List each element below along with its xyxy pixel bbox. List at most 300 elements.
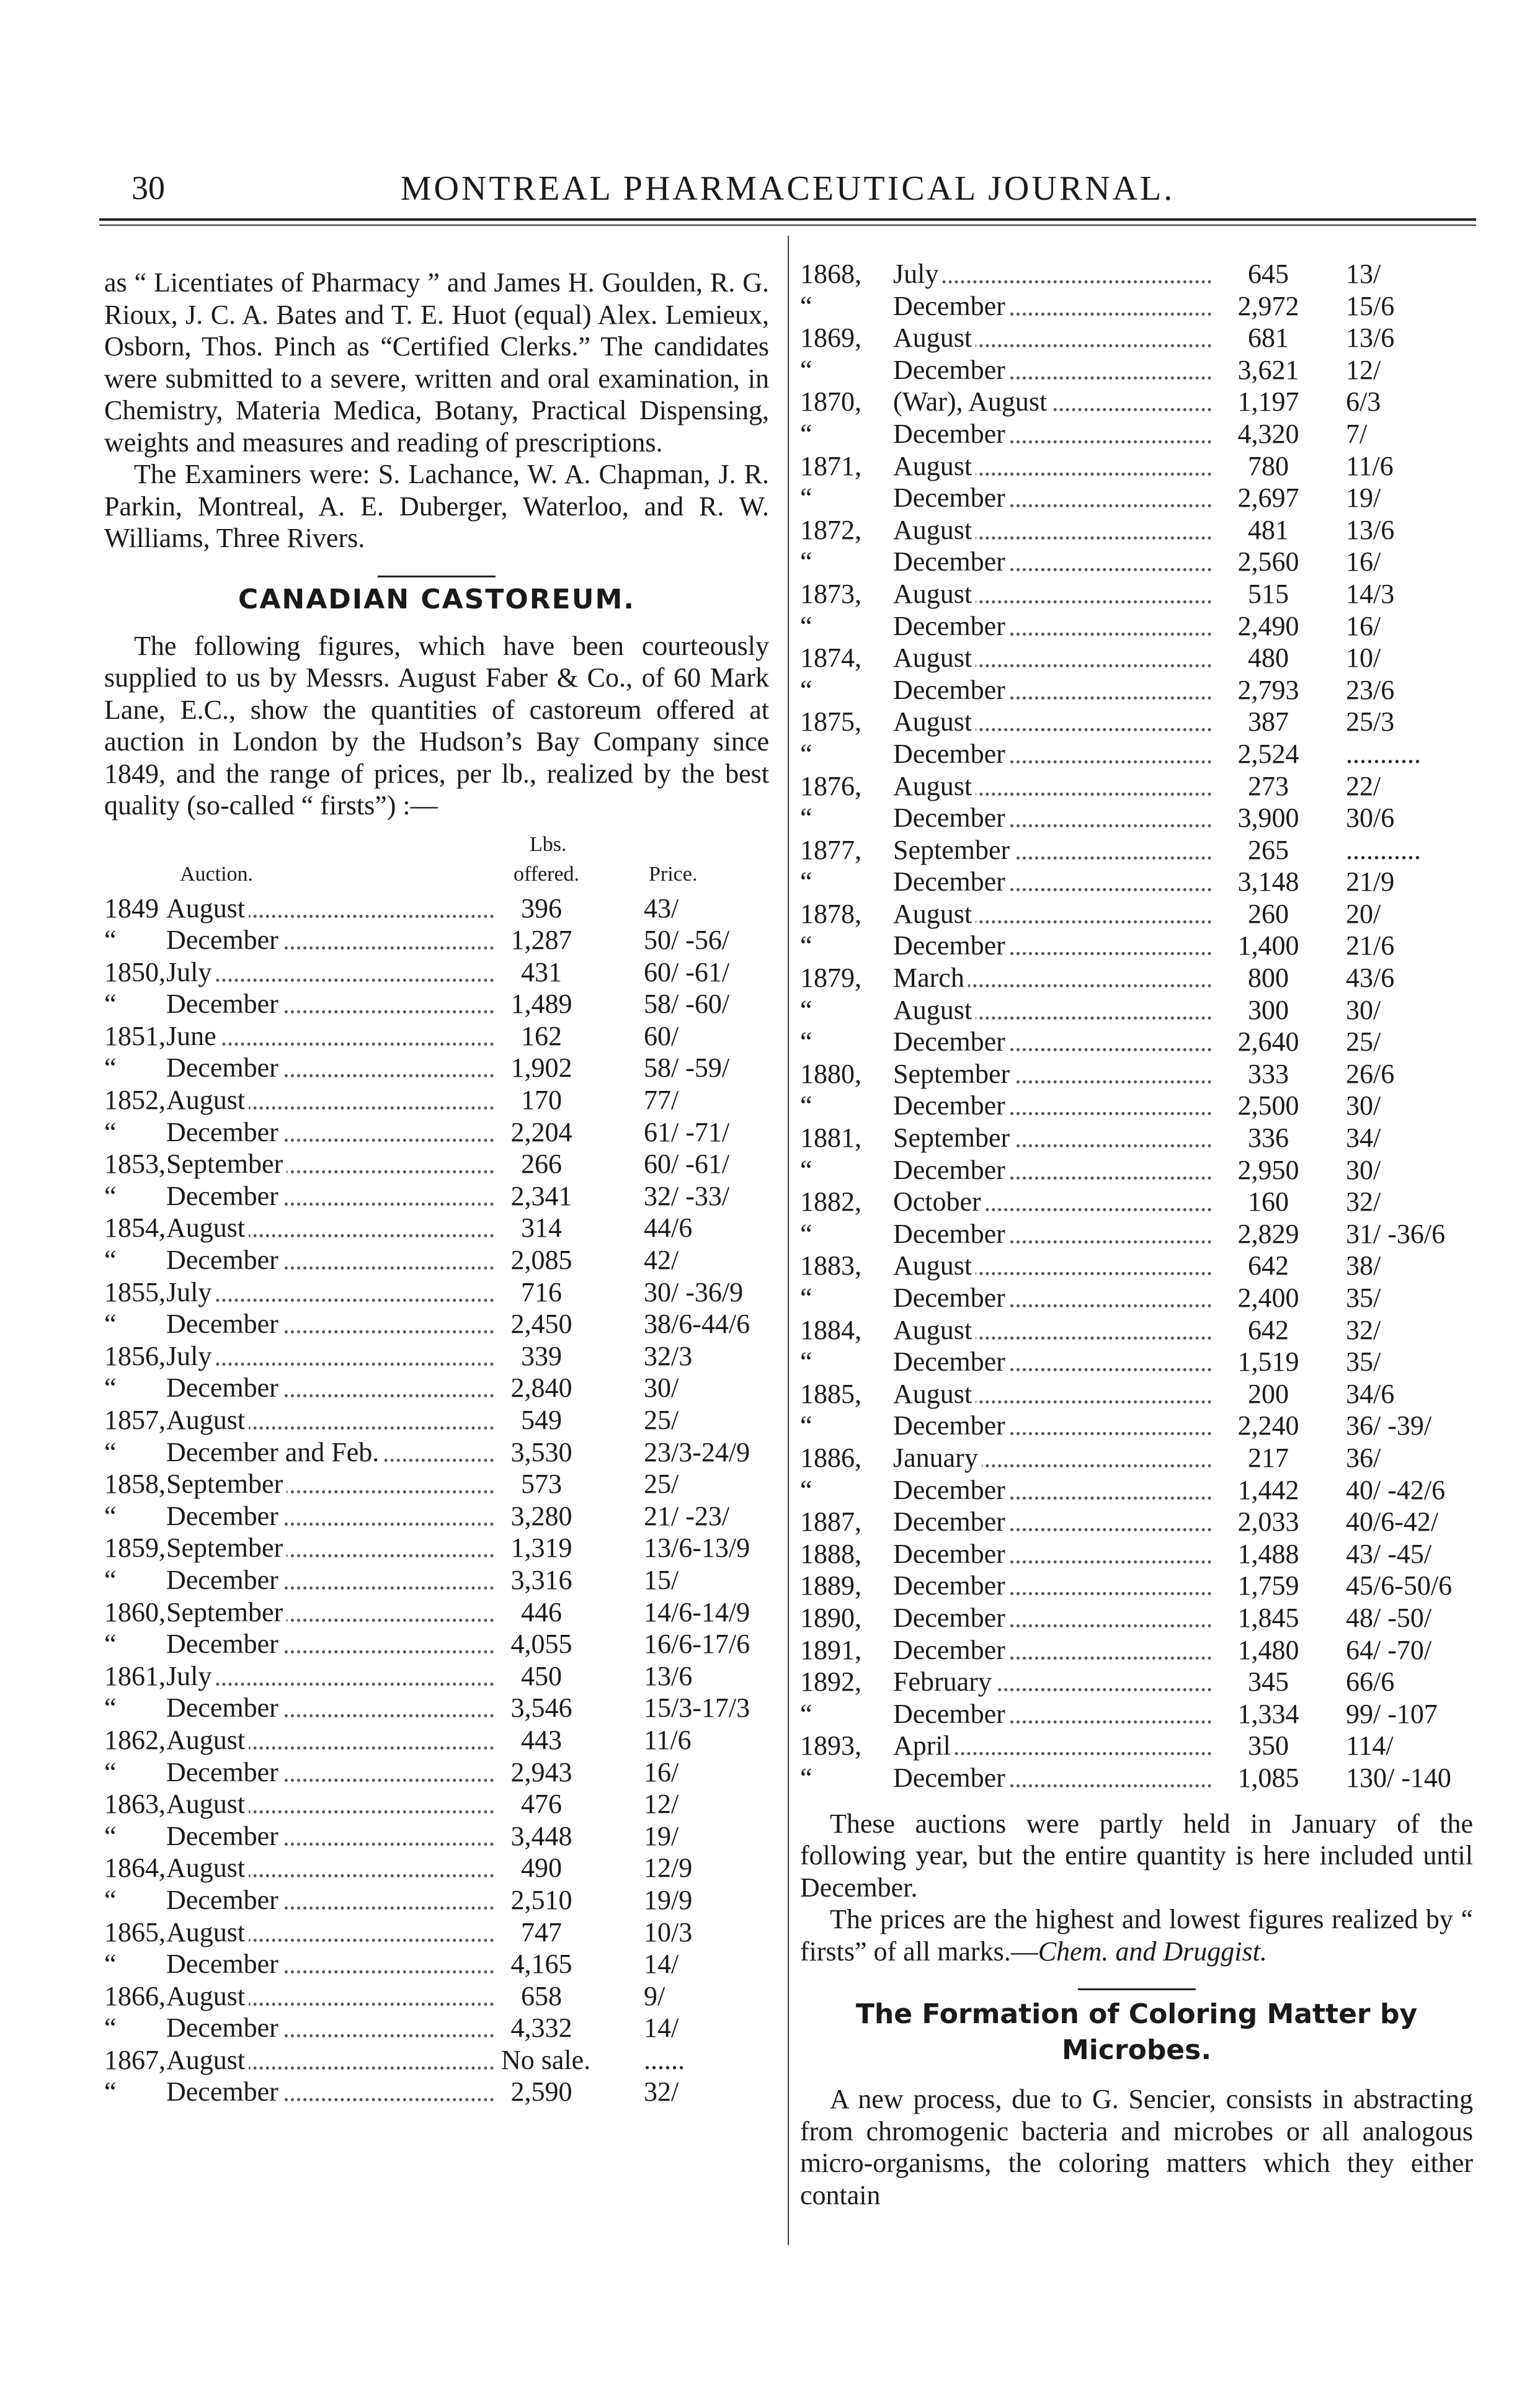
row-lbs-offered: 2,510: [510, 1884, 572, 1915]
row-auction-label-text: September: [166, 1149, 287, 1179]
table-row: [800, 1378, 1473, 1410]
row-price: 30/: [1346, 994, 1381, 1025]
table-row: [800, 578, 1473, 610]
row-auction-label: [166, 1436, 501, 1469]
row-lbs-offered: 265: [1248, 834, 1289, 865]
row-price: 60/ -61/: [644, 956, 730, 987]
row-auction-label-text: August: [166, 1212, 249, 1243]
table-row: [800, 706, 1473, 738]
table-row: [104, 2044, 769, 2076]
row-lbs-offered: 162: [521, 1020, 562, 1051]
table-row: [800, 642, 1473, 674]
row-auction-label-text: August: [166, 1725, 249, 1755]
row-auction-label: [166, 1660, 501, 1693]
column-divider: [788, 236, 789, 2245]
row-auction-label-text: September: [893, 1123, 1013, 1153]
row-price: 21/6: [1346, 930, 1395, 961]
row-year: 1866,: [104, 1980, 166, 2011]
row-auction-label-text: September: [166, 1597, 287, 1627]
row-lbs-offered: 345: [1248, 1666, 1289, 1697]
table-row: [800, 1346, 1473, 1378]
row-year: 1880,: [800, 1058, 861, 1089]
auction-table-right: [800, 258, 1473, 1794]
row-auction-label: [166, 2076, 501, 2108]
row-year: 1859,: [104, 1533, 166, 1564]
row-year: “: [800, 738, 812, 769]
row-price: 50/ -56/: [644, 925, 730, 956]
row-auction-label: [893, 1154, 1219, 1186]
row-price: 13/6: [644, 1660, 693, 1691]
table-row: [800, 1570, 1473, 1602]
row-lbs-offered: 481: [1248, 514, 1289, 545]
row-price: 40/6-42/: [1346, 1506, 1439, 1537]
row-lbs-offered: 2,085: [510, 1245, 572, 1276]
table-row: [800, 674, 1473, 706]
table-row: [800, 898, 1473, 930]
row-auction-label-text: December: [166, 2076, 282, 2107]
row-year: “: [104, 2013, 117, 2044]
intro-paragraph: as “ Licentiates of Pharmacy ” and James H. Goulden, R. G. Rioux, J. C. A. Bates and T. E. Huot (equal) Alex. Lemieux, Osborn, Thos. Pinch as “Certified Clerks.” The candidates were submitted to a severe, written and oral examination, in Chemistry, Materia Medica, Botany, Practical Dispensing, weights and measures and reading of prescriptions.: [104, 267, 769, 458]
row-price: 42/: [644, 1245, 679, 1276]
row-auction-label-text: August: [893, 706, 976, 737]
table-row: [800, 1474, 1473, 1506]
row-auction-label-text: July: [166, 1277, 215, 1307]
row-auction-label: [166, 924, 501, 956]
row-auction-label: [166, 956, 501, 989]
row-lbs-offered: 2,341: [510, 1180, 572, 1211]
row-auction-label: [166, 1020, 501, 1052]
row-year: “: [800, 1090, 812, 1121]
row-price: 25/: [644, 1405, 679, 1435]
row-lbs-offered: 1,488: [1237, 1538, 1299, 1569]
row-price: 19/9: [644, 1884, 693, 1915]
row-year: “: [104, 1500, 117, 1531]
row-lbs-offered: 3,280: [510, 1500, 572, 1531]
row-lbs-offered: 2,500: [1237, 1090, 1299, 1121]
row-auction-label-text: December: [166, 1117, 282, 1147]
row-lbs-offered: 1,759: [1237, 1570, 1299, 1601]
row-auction-label-text: August: [166, 2045, 249, 2075]
row-auction-label: [166, 2044, 501, 2076]
row-lbs-offered: 4,332: [510, 2013, 572, 2044]
row-lbs-offered: 2,829: [1237, 1218, 1299, 1249]
row-price: 15/6: [1346, 290, 1395, 321]
row-lbs-offered: 2,204: [510, 1116, 572, 1147]
right-column: [800, 258, 1473, 2211]
row-year: “: [800, 546, 812, 577]
table-row: [800, 450, 1473, 483]
row-auction-label-text: August: [166, 1405, 249, 1435]
row-price: 30/: [644, 1373, 679, 1404]
row-lbs-offered: 747: [521, 1916, 562, 1947]
row-auction-label: [166, 1212, 501, 1244]
row-price: 13/6-13/9: [644, 1533, 750, 1564]
row-lbs-offered: 443: [521, 1724, 562, 1755]
row-auction-label: [893, 322, 1219, 354]
row-auction-label-text: December: [166, 1501, 282, 1531]
row-year: 1850,: [104, 956, 166, 987]
row-price: 13/: [1346, 259, 1381, 289]
row-auction-label-text: December: [893, 1539, 1009, 1569]
row-year: “: [104, 1820, 117, 1851]
table-row: [104, 1468, 769, 1500]
row-auction-label: [893, 1698, 1219, 1730]
row-year: 1869,: [800, 323, 861, 354]
row-year: 1861,: [104, 1660, 166, 1691]
row-auction-label: [893, 898, 1219, 930]
row-auction-label: [893, 290, 1219, 323]
row-price: 43/6: [1346, 963, 1395, 994]
row-price: 16/6-17/6: [644, 1629, 750, 1660]
row-lbs-offered: 490: [521, 1853, 562, 1884]
row-auction-label-text: December: [166, 1565, 282, 1595]
row-year: “: [104, 989, 117, 1020]
row-lbs-offered: 549: [521, 1405, 562, 1435]
row-auction-label: [893, 450, 1219, 483]
row-auction-label-text: March: [893, 963, 968, 993]
row-auction-label: [893, 1186, 1219, 1218]
row-auction-label: [166, 1948, 501, 1980]
row-lbs-offered: 1,287: [510, 925, 572, 956]
row-lbs-offered: 1,400: [1237, 930, 1299, 961]
row-year: 1849: [104, 892, 159, 923]
row-auction-label-text: December: [893, 739, 1009, 769]
row-auction-label: [166, 1980, 501, 2013]
castoreum-intro-paragraph: The following figures, which have been courteously supplied to us by Messrs. August Faber & Co., of 60 Mark Lane, E.C., show the quantities of castoreum offered at auction in London by the Hudson’s Bay Company since 1849, and the range of prices, per lb., realized by the best quality (so-called “ firsts”) :—: [104, 630, 769, 821]
row-year: “: [800, 1410, 812, 1441]
row-year: 1873,: [800, 578, 861, 609]
row-auction-label-text: August: [893, 451, 976, 481]
row-lbs-offered: 642: [1248, 1250, 1289, 1281]
row-price: 34/: [1346, 1123, 1381, 1154]
row-year: 1889,: [800, 1570, 861, 1601]
row-price: 19/: [644, 1820, 679, 1851]
row-price: 6/3: [1346, 386, 1381, 417]
row-auction-label-text: August: [893, 1250, 976, 1281]
row-lbs-offered: 2,640: [1237, 1026, 1299, 1057]
table-row: [104, 1436, 769, 1469]
row-auction-label-text: December: [166, 1885, 282, 1915]
table-row: [104, 2076, 769, 2108]
row-lbs-offered: 2,450: [510, 1309, 572, 1340]
table-row: [800, 1730, 1473, 1762]
row-auction-label-text: September: [893, 835, 1013, 865]
row-auction-label: [893, 1218, 1219, 1250]
table-row: [800, 1058, 1473, 1090]
row-auction-label-text: August: [893, 771, 976, 801]
row-price: 11/6: [1346, 450, 1394, 481]
row-auction-label-text: December: [893, 1570, 1009, 1601]
table-row: [104, 1404, 769, 1436]
row-year: 1876,: [800, 770, 861, 801]
row-lbs-offered: 476: [521, 1789, 562, 1820]
row-year: “: [800, 354, 812, 385]
table-row: [104, 1916, 769, 1949]
row-auction-label-text: December: [893, 1155, 1009, 1185]
row-auction-label-text: December: [893, 1090, 1009, 1121]
row-price: ......: [644, 2044, 685, 2075]
row-lbs-offered: 2,400: [1237, 1283, 1299, 1313]
row-lbs-offered: 2,697: [1237, 483, 1299, 514]
row-auction-label: [166, 1148, 501, 1180]
row-auction-label-text: December: [893, 803, 1009, 833]
row-year: “: [800, 1154, 812, 1185]
row-auction-label: [893, 258, 1219, 290]
row-lbs-offered: 160: [1248, 1186, 1289, 1217]
prices-text: The prices are the highest and lowest figures realized by “ firsts” of all marks.—: [800, 1904, 1473, 1967]
row-year: “: [800, 1218, 812, 1249]
row-auction-label: [893, 1730, 1219, 1762]
row-auction-label-text: December: [166, 989, 282, 1019]
table-row: [104, 1308, 769, 1340]
prices-paragraph: [800, 1903, 1473, 1967]
page-number: 30: [131, 169, 165, 207]
row-auction-label: [893, 1378, 1219, 1410]
table-row: [800, 1634, 1473, 1666]
row-year: “: [800, 418, 812, 449]
row-price: 43/ -45/: [1346, 1538, 1432, 1569]
row-price: 36/ -39/: [1346, 1410, 1432, 1441]
row-year: “: [104, 925, 117, 956]
row-auction-label-text: December: [893, 355, 1009, 385]
row-price: 10/3: [644, 1916, 693, 1947]
row-price: 9/: [644, 1980, 665, 2011]
row-year: 1892,: [800, 1666, 861, 1697]
table-row: [800, 1090, 1473, 1122]
row-lbs-offered: 333: [1248, 1058, 1289, 1089]
row-price: 58/ -59/: [644, 1052, 730, 1083]
row-auction-label: [893, 1570, 1219, 1602]
header-rule: [99, 218, 1476, 221]
row-auction-label-text: December: [893, 546, 1009, 577]
row-auction-label-text: December: [893, 1763, 1009, 1793]
row-auction-label: [893, 770, 1219, 803]
row-price: 130/ -140: [1346, 1762, 1451, 1793]
row-year: “: [800, 994, 812, 1025]
row-auction-label-text: August: [166, 1853, 249, 1883]
row-auction-label-text: August: [893, 323, 976, 353]
row-price: 25/3: [1346, 706, 1395, 737]
row-year: “: [800, 1698, 812, 1729]
table-row: [800, 386, 1473, 418]
table-row: [800, 738, 1473, 770]
row-lbs-offered: 446: [521, 1596, 562, 1627]
table-row: [104, 1852, 769, 1884]
row-lbs-offered: 3,148: [1237, 866, 1299, 897]
row-lbs-offered: 716: [521, 1276, 562, 1307]
row-lbs-offered: 645: [1248, 259, 1289, 289]
row-auction-label-text: December and Feb.: [166, 1437, 383, 1467]
examiners-paragraph: The Examiners were: S. Lachance, W. A. Chapman, J. R. Parkin, Montreal, A. E. Duberger, Waterloo, and R. W. Williams, Three Rivers.: [104, 459, 769, 553]
table-row: [800, 1282, 1473, 1314]
row-auction-label-text: December: [166, 1629, 282, 1659]
row-year: 1865,: [104, 1916, 166, 1947]
row-lbs-offered: 658: [521, 1980, 562, 2011]
row-auction-label: [893, 1090, 1219, 1122]
row-lbs-offered: 4,055: [510, 1629, 572, 1660]
row-price: 12/9: [644, 1853, 693, 1884]
row-price: 10/: [1346, 643, 1381, 674]
table-row: [800, 258, 1473, 290]
row-lbs-offered: 4,165: [510, 1949, 572, 1980]
row-year: “: [104, 1693, 117, 1724]
table-row: [800, 866, 1473, 898]
table-row: [104, 924, 769, 956]
row-lbs-offered: 1,442: [1237, 1474, 1299, 1505]
row-lbs-offered: 260: [1248, 898, 1289, 929]
table-row: [104, 1276, 769, 1309]
row-price: 66/6: [1346, 1666, 1395, 1697]
table-row: [800, 962, 1473, 994]
row-lbs-offered: 2,793: [1237, 674, 1299, 705]
row-year: “: [104, 1629, 117, 1660]
row-lbs-offered: 2,560: [1237, 546, 1299, 577]
row-price: 16/: [1346, 546, 1381, 577]
table-row: [800, 322, 1473, 354]
table-row: [800, 514, 1473, 546]
row-year: 1868,: [800, 259, 861, 289]
row-auction-label: [166, 1468, 501, 1500]
row-year: “: [800, 803, 812, 834]
row-auction-label: [166, 1532, 501, 1564]
row-lbs-offered: 336: [1248, 1123, 1289, 1154]
table-row: [104, 1948, 769, 1980]
row-lbs-offered: 1,085: [1237, 1762, 1299, 1793]
row-price: 30/6: [1346, 803, 1395, 834]
table-row: [104, 1884, 769, 1916]
row-lbs-offered: 2,840: [510, 1373, 572, 1404]
row-year: “: [104, 1564, 117, 1595]
row-year: 1864,: [104, 1853, 166, 1884]
section-rule-2: [1078, 1988, 1196, 1990]
row-lbs-offered: 2,590: [510, 2076, 572, 2107]
row-auction-label-text: August: [166, 1917, 249, 1947]
row-lbs-offered: 1,334: [1237, 1698, 1299, 1729]
row-year: 1887,: [800, 1506, 861, 1537]
row-auction-label: [893, 1250, 1219, 1282]
row-auction-label-text: August: [166, 1789, 249, 1819]
row-auction-label-text: December: [893, 1283, 1009, 1313]
row-auction-label: [166, 1820, 501, 1853]
row-price: 14/6-14/9: [644, 1596, 750, 1627]
row-auction-label-text: December: [893, 675, 1009, 705]
row-auction-label: [893, 578, 1219, 610]
table-row: [800, 1026, 1473, 1058]
row-price: 26/6: [1346, 1058, 1395, 1089]
row-price: 31/ -36/6: [1346, 1218, 1446, 1249]
row-year: 1890,: [800, 1602, 861, 1633]
row-auction-label: [893, 1410, 1219, 1442]
table-row: [800, 930, 1473, 962]
row-price: 32/ -33/: [644, 1180, 730, 1211]
section-rule: [378, 576, 496, 577]
row-year: “: [800, 1346, 812, 1377]
row-year: 1888,: [800, 1538, 861, 1569]
section-title-microbes: The Formation of Coloring Matter by Microbes.: [855, 1998, 1418, 2066]
row-price: 14/3: [1346, 578, 1395, 609]
row-auction-label: [166, 1276, 501, 1309]
row-price: 64/ -70/: [1346, 1634, 1432, 1665]
microbes-paragraph: A new process, due to G. Sencier, consists in abstracting from chromogenic bacteria and microbes or all analogous micro-organisms, the coloring matters which they either contain: [800, 2084, 1473, 2210]
row-auction-label: [893, 1442, 1219, 1474]
left-column: [104, 267, 769, 2108]
row-price: 36/: [1346, 1442, 1381, 1473]
table-row: [104, 1980, 769, 2013]
row-year: “: [104, 1756, 117, 1787]
table-row: [800, 418, 1473, 450]
row-lbs-offered: 339: [521, 1340, 562, 1371]
row-auction-label-text: December: [893, 611, 1009, 641]
row-year: “: [104, 1052, 117, 1083]
row-auction-label: [893, 642, 1219, 674]
table-row: [104, 2012, 769, 2044]
row-auction-label: [893, 546, 1219, 578]
row-price: 45/6-50/6: [1346, 1570, 1453, 1601]
row-lbs-offered: 314: [521, 1212, 562, 1244]
row-lbs-offered: 480: [1248, 643, 1289, 674]
row-auction-label-text: August: [893, 1379, 976, 1409]
row-auction-label: [893, 1474, 1219, 1506]
row-auction-label: [166, 1404, 501, 1436]
row-year: 1874,: [800, 643, 861, 674]
row-lbs-offered: 2,943: [510, 1756, 572, 1787]
row-price: 14/: [644, 2013, 679, 2044]
table-row: [800, 1154, 1473, 1186]
row-auction-label-text: August: [166, 893, 249, 923]
table-row: [104, 1212, 769, 1244]
row-year: 1893,: [800, 1730, 861, 1761]
row-year: “: [104, 2076, 117, 2107]
table-row: [800, 482, 1473, 514]
table-row: [800, 802, 1473, 834]
row-auction-label: [893, 1538, 1219, 1570]
row-auction-label-text: October: [893, 1186, 985, 1217]
row-lbs-offered: 515: [1248, 578, 1289, 609]
row-lbs-offered: 1,519: [1237, 1346, 1299, 1377]
row-auction-label-text: July: [166, 1341, 215, 1371]
column-header-offered: offered.: [514, 862, 580, 886]
row-auction-label: [893, 1122, 1219, 1154]
row-auction-label: [166, 2012, 501, 2044]
row-auction-label-text: December: [893, 1346, 1009, 1377]
row-auction-label: [166, 1788, 501, 1820]
row-lbs-offered: 800: [1248, 963, 1289, 994]
row-price: 25/: [644, 1469, 679, 1500]
table-row: [104, 1820, 769, 1853]
row-auction-label-text: December: [893, 930, 1009, 961]
row-lbs-offered: 3,530: [510, 1436, 572, 1467]
row-auction-label-text: January: [893, 1443, 982, 1473]
row-lbs-offered: 396: [521, 892, 562, 923]
row-year: “: [800, 1474, 812, 1505]
row-lbs-offered: 350: [1248, 1730, 1289, 1761]
row-lbs-offered: 3,900: [1237, 803, 1299, 834]
row-auction-label-text: December: [893, 1475, 1009, 1505]
row-auction-label-text: August: [893, 579, 976, 609]
row-price: 20/: [1346, 898, 1381, 929]
row-auction-label: [166, 1244, 501, 1276]
table-row: [800, 994, 1473, 1026]
row-price: 44/6: [644, 1212, 693, 1244]
row-price: 16/: [644, 1756, 679, 1787]
row-auction-label-text: July: [893, 259, 942, 289]
row-auction-label: [166, 1724, 501, 1756]
row-lbs-offered: 266: [521, 1149, 562, 1180]
row-year: 1856,: [104, 1340, 166, 1371]
row-year: “: [800, 930, 812, 961]
row-auction-label: [166, 1596, 501, 1629]
table-row: [800, 834, 1473, 866]
